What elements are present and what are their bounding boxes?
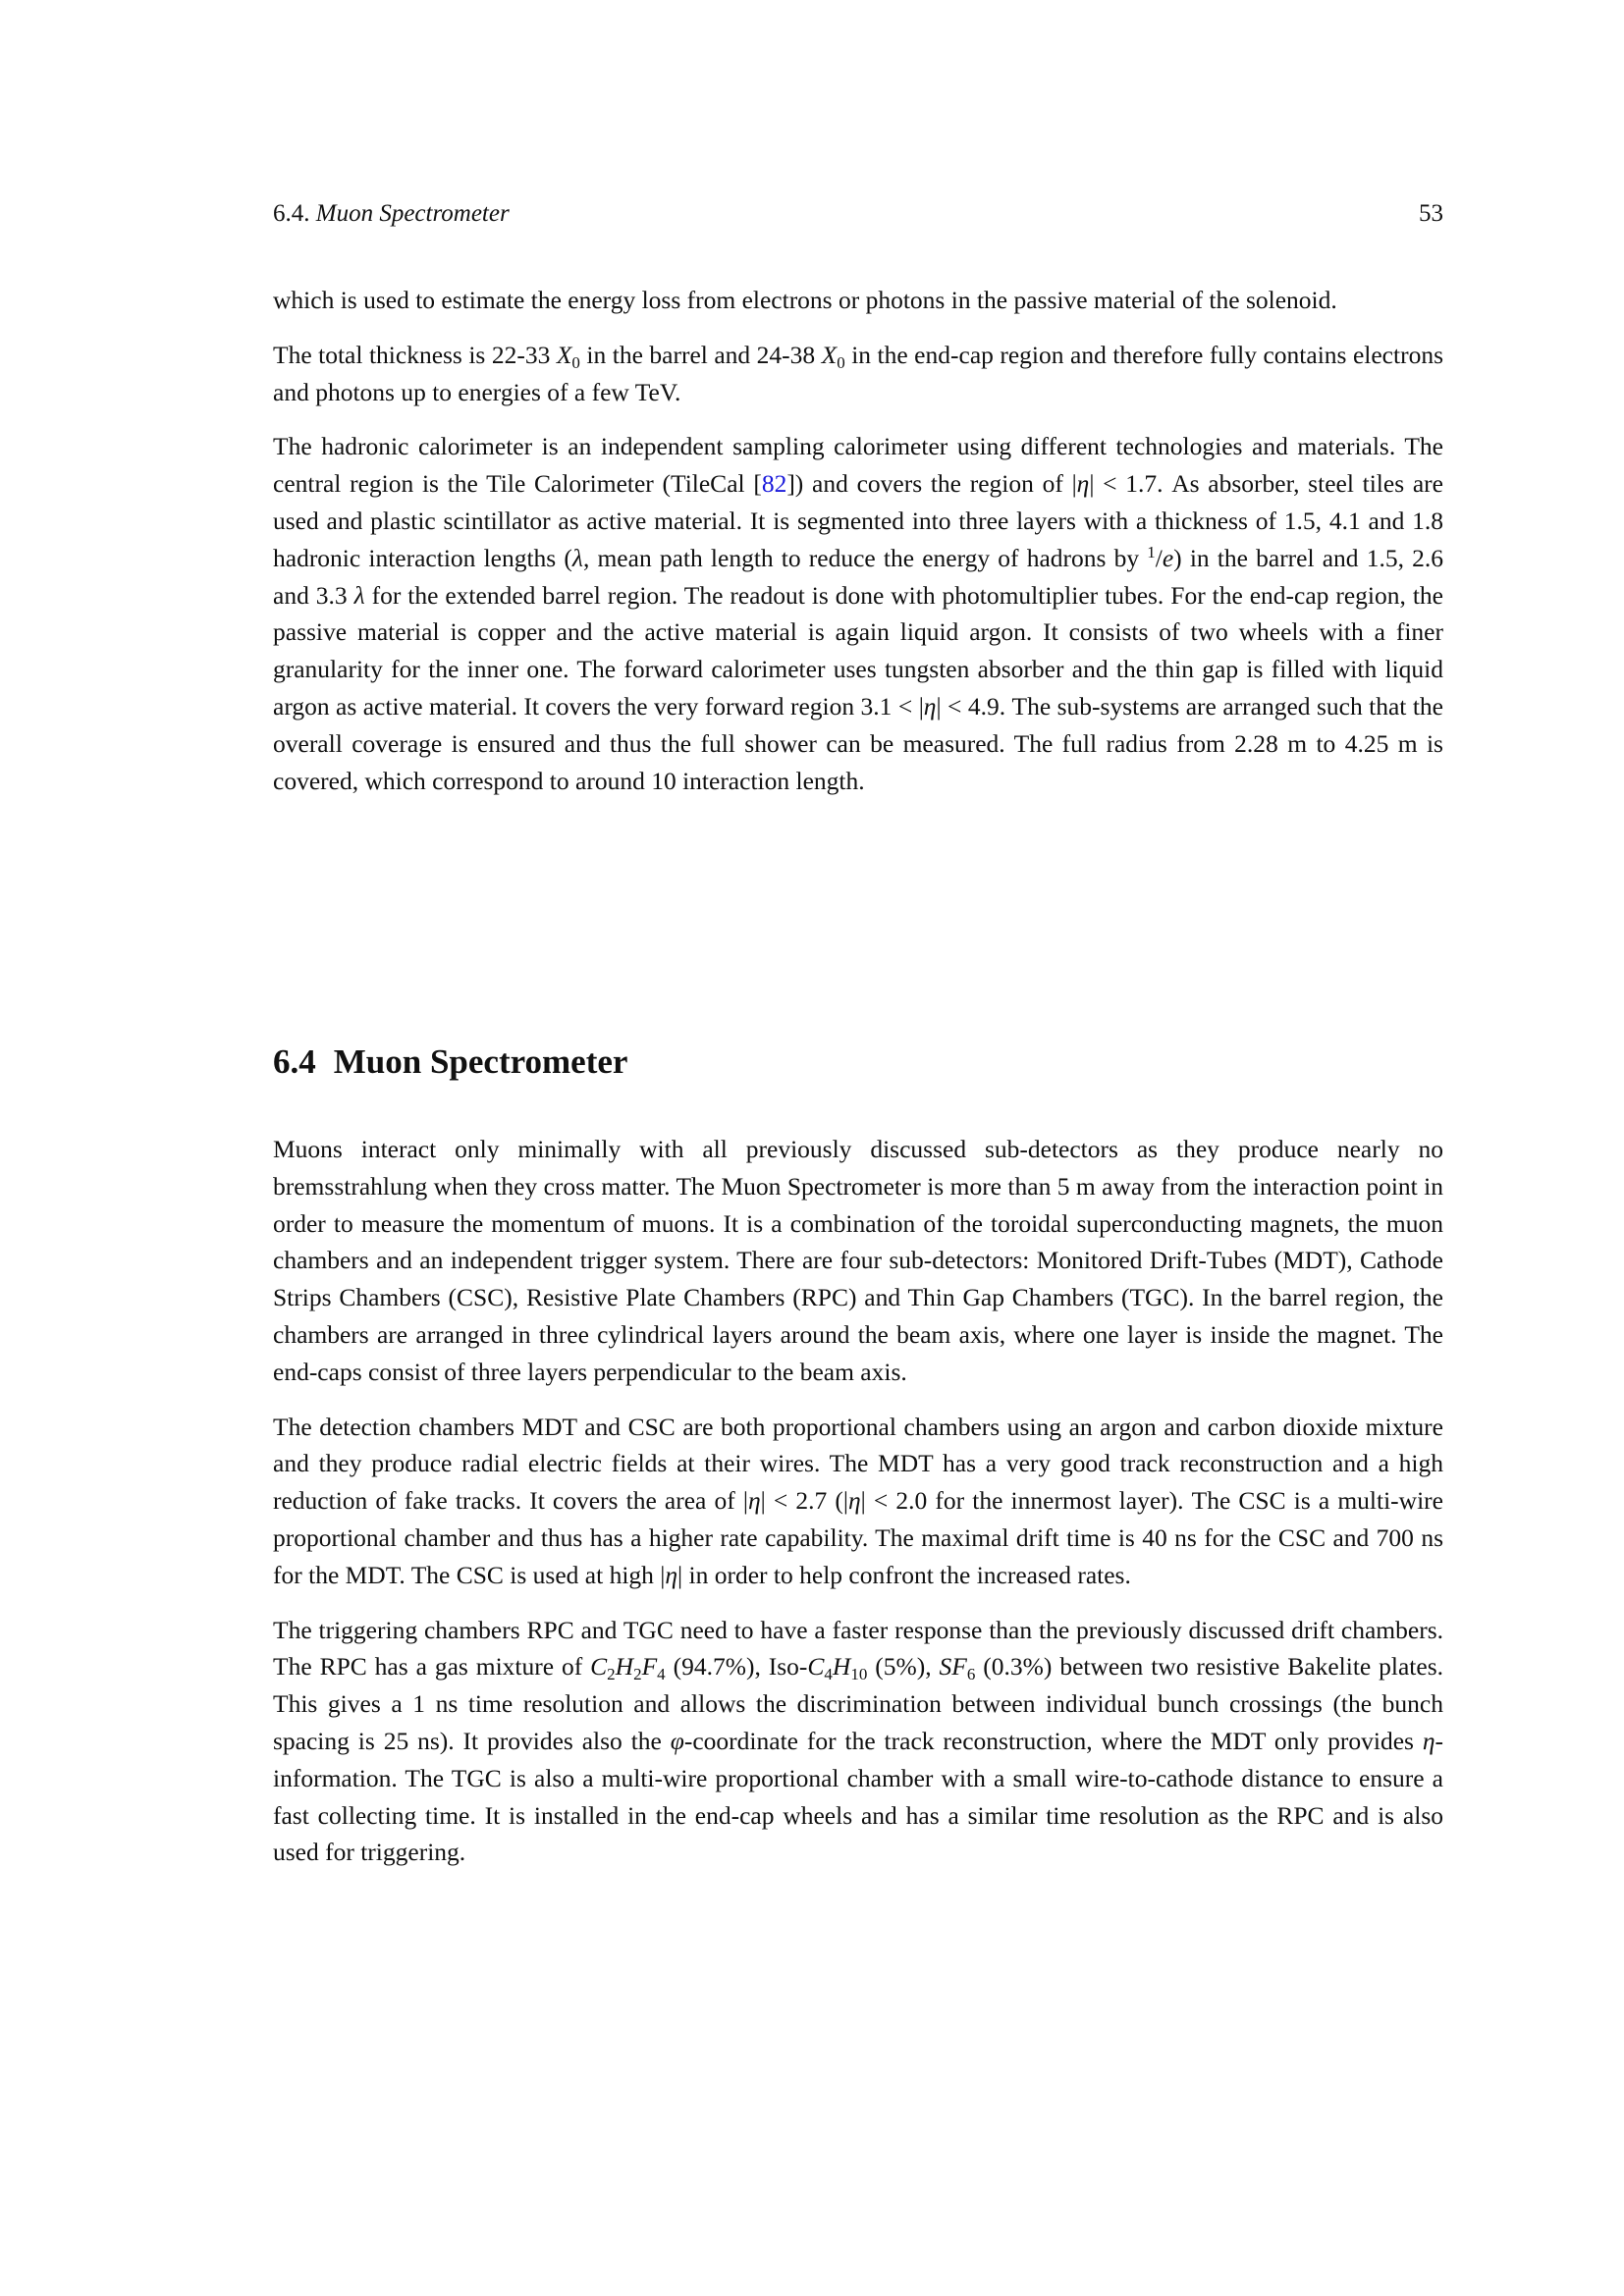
text-run: for the extended barrel region. The readout is done with photomultiplier tubes. For the end-cap region, the passive material is copper and the active material is again liquid argon. It consists of two wheels with a finer granularity for the inner one. The forward calorimeter uses tungsten absorber and the thin gap is filled with liquid argon as active material. It covers the very forward region 3.1 < | bbox=[273, 580, 1443, 721]
math-run: η bbox=[665, 1560, 678, 1589]
math-run: 2 bbox=[633, 1665, 642, 1684]
section-paragraphs bbox=[273, 1131, 1443, 1889]
section-title: Muon Spectrometer bbox=[333, 1042, 628, 1081]
header-section-title: Muon Spectrometer bbox=[315, 200, 510, 227]
text-run: | < 1.7. As absorber, steel tiles are used and plastic scintillator as active material. It is segmented into three layers with a thickness of 1.5, 4.1 and 1.8 hadronic interaction lengths ( bbox=[273, 469, 1443, 572]
running-header bbox=[273, 200, 1443, 228]
math-run: C bbox=[807, 1652, 825, 1682]
top-paragraphs bbox=[273, 282, 1443, 817]
section-heading bbox=[273, 1042, 627, 1082]
paragraph bbox=[273, 337, 1443, 411]
paragraph bbox=[273, 282, 1443, 319]
section-number: 6.4 bbox=[273, 1042, 316, 1081]
math-run: 4 bbox=[657, 1665, 666, 1684]
header-section-number: 6.4. bbox=[273, 200, 310, 227]
math-run: η bbox=[923, 691, 937, 721]
math-run: 4 bbox=[824, 1665, 833, 1684]
math-run: η bbox=[1076, 469, 1090, 499]
text-run: | < 4.9. The sub-systems are arranged such that the overall coverage is ensured and thus the full shower can be measured. The full radius from 2.28 m to 4.25 m is covered, which correspond to around 10 interaction length. bbox=[273, 691, 1443, 795]
math-run: η bbox=[747, 1486, 761, 1516]
paragraph bbox=[273, 1409, 1443, 1594]
math-run: SF bbox=[939, 1652, 967, 1682]
text-run: in the barrel and 24-38 bbox=[579, 340, 822, 369]
paragraph bbox=[273, 1131, 1443, 1391]
paragraph bbox=[273, 1612, 1443, 1872]
page-number: 53 bbox=[1419, 200, 1443, 227]
math-run: H bbox=[615, 1652, 634, 1682]
text-run: in the end-cap region and therefore fully contains electrons and photons up to energies of a few TeV. bbox=[273, 340, 1443, 406]
math-run: η bbox=[1422, 1726, 1435, 1755]
text-run: -information. The TGC is also a multi-wire proportional chamber with a small wire-to-cathode distance to ensure a fast collecting time. It is installed in the end-cap wheels and has a similar time resolution as the RPC and is also used for triggering. bbox=[273, 1726, 1443, 1867]
math-run: λ bbox=[571, 543, 583, 572]
math-run: 10 bbox=[850, 1665, 868, 1684]
text-run: | in order to help confront the increased rates. bbox=[677, 1560, 1131, 1589]
math-run: φ bbox=[670, 1726, 684, 1755]
running-header-title bbox=[273, 200, 510, 228]
text-run: Muons interact only minimally with all previously discussed sub-detectors as they produce nearly no bremsstrahlung when they cross matter. The Muon Spectrometer is more than 5 m away from the interaction point in order to measure the momentum of muons. It is a combination of the toroidal superconducting magnets, the muon chambers and an independent trigger system. There are four sub-detectors: Monitored Drift-Tubes (MDT), Cathode Strips Chambers (CSC), Resistive Plate Chambers (RPC) and Thin Gap Chambers (TGC). In the barrel region, the chambers are arranged in three cylindrical layers around the beam axis, where one layer is inside the magnet. The end-caps consist of three layers perpendicular to the beam axis. bbox=[273, 1135, 1443, 1386]
math-run: X bbox=[556, 340, 572, 369]
math-run: C bbox=[590, 1652, 608, 1682]
text-run: which is used to estimate the energy loss from electrons or photons in the passive material of the solenoid. bbox=[273, 286, 1337, 314]
text-run: | < 2.0 for the innermost layer). The CSC is a multi-wire proportional chamber and thus has a higher rate capability. The maximal drift time is 40 ns for the CSC and 700 ns for the MDT. The CSC is used at high | bbox=[273, 1486, 1443, 1589]
text-run: The hadronic calorimeter is an independent sampling calorimeter using different technologies and materials. The central region is the Tile Calorimeter (TileCal [ bbox=[273, 432, 1443, 499]
text-run: The triggering chambers RPC and TGC need to have a faster response than the previously discussed drift chambers. The RPC has a gas mixture of bbox=[273, 1615, 1443, 1682]
text-run: ) in the barrel and 1.5, 2.6 and 3.3 bbox=[273, 543, 1444, 610]
math-run: 2 bbox=[607, 1665, 616, 1684]
text-run: (94.7%), Iso- bbox=[665, 1652, 808, 1682]
text-run: (5%), bbox=[867, 1652, 940, 1682]
text-run: / bbox=[1155, 543, 1163, 572]
text-run: The detection chambers MDT and CSC are both proportional chambers using an argon and carbon dioxide mixture and they produce radial electric fields at their wires. The MDT has a very good track reconstruction and a high reduction of fake tracks. It covers the area of | bbox=[273, 1412, 1443, 1516]
text-run: (0.3%) between two resistive Bakelite plates. This gives a 1 ns time resolution and allows the discrimination between individual bunch crossings (the bunch spacing is 25 ns). It provides also the bbox=[273, 1652, 1444, 1755]
text-run: -coordinate for the track reconstruction, where the MDT only provides bbox=[683, 1726, 1423, 1755]
math-run: 1 bbox=[1147, 542, 1156, 561]
citation-link[interactable]: 82 bbox=[761, 469, 787, 499]
math-run: η bbox=[847, 1486, 861, 1516]
paragraph bbox=[273, 428, 1443, 799]
text-run: ]) and covers the region of | bbox=[786, 469, 1077, 499]
text-run: | < 2.7 (| bbox=[760, 1486, 848, 1516]
math-run: 0 bbox=[571, 352, 580, 372]
math-run: e bbox=[1162, 543, 1174, 572]
math-run: 6 bbox=[966, 1665, 976, 1684]
text-run: The total thickness is 22-33 bbox=[273, 340, 557, 369]
math-run: H bbox=[832, 1652, 851, 1682]
math-run: F bbox=[641, 1652, 658, 1682]
math-run: λ bbox=[353, 580, 365, 610]
math-run: 0 bbox=[837, 352, 845, 372]
text-run: , mean path length to reduce the energy of hadrons by bbox=[582, 543, 1148, 572]
math-run: X bbox=[821, 340, 838, 369]
